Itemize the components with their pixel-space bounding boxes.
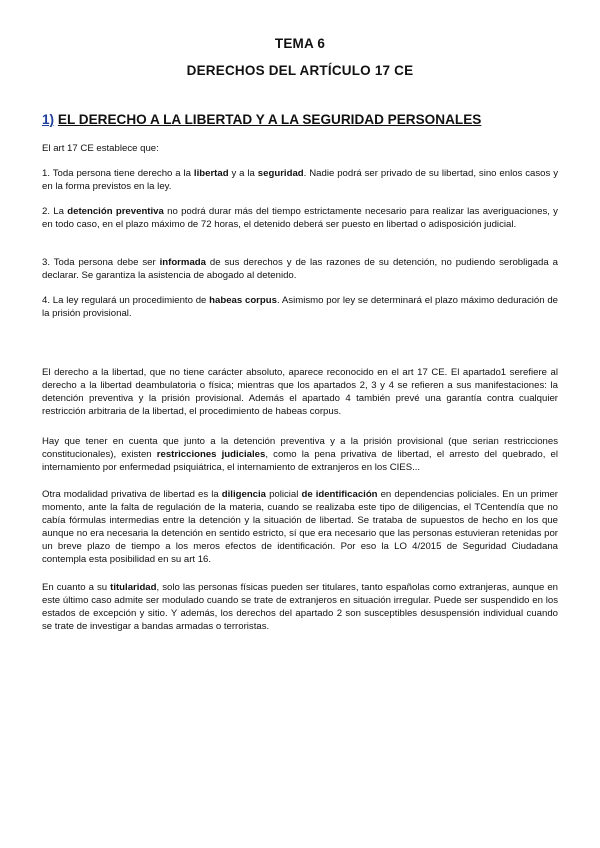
intro-text: El art 17 CE establece que: <box>42 143 159 154</box>
article-point-4 <box>42 294 558 320</box>
bold-term: restricciones judiciales <box>156 449 266 460</box>
text-run: . Nadie podrá ser privado de su libertad, sino enlos casos y en la forma previstos en la ley. <box>42 168 558 192</box>
body-paragraph-1-text: El derecho a la libertad, que no tiene carácter absoluto, aparece reconocido en el art 17 CE. El apartado1 serefiere al derecho a la libertad deambulatoria o física; mientras que los apartados 2, 3 y 4 se refieren a sus manifestaciones: la detención preventiva y la prisión provisional. Además el apartado 4 también prevé una garantía contra cualquier restricción arbitraria de la libertad, el procedimiento de habeas corpus. <box>42 367 558 417</box>
article-point-2-text <box>42 205 558 231</box>
bold-term: detención preventiva <box>67 206 164 217</box>
body-paragraph-4-text <box>42 581 558 633</box>
article-point-2 <box>42 205 558 231</box>
bold-term: habeas corpus <box>209 295 277 306</box>
intro-paragraph <box>42 142 558 155</box>
topic-title: DERECHOS DEL ARTÍCULO 17 CE <box>186 63 414 78</box>
text-run: , solo las personas físicas pueden ser titulares, tanto españolas como extranjeras, aunque en este último caso admite ser modulado cuando se trate de extranjeros en situación irregular. Puede ser suspendido en los estados de excepción y sitio. Y además, los derechos del apartado 2 son susceptibles desuspensión individual cuando se trate de investigar a bandas armadas o terroristas. <box>42 582 558 632</box>
body-paragraph-3 <box>42 488 558 566</box>
text-run: Hay que tener en cuenta que junto a la detención preventiva y a la prisión provisional (que serian restricciones constitucionales), existen <box>42 436 558 460</box>
text-run: 2. La <box>42 206 68 217</box>
body-paragraph-4 <box>42 581 558 633</box>
text-run: y a la <box>228 168 258 179</box>
section-number: 1) <box>42 112 55 127</box>
section-heading <box>42 112 572 127</box>
body-paragraph-3-text <box>42 488 558 566</box>
article-point-1 <box>42 167 558 193</box>
text-run: de sus derechos y de las razones de su detención, no pudiendo serobligada a declarar. Se garantiza la asistencia de abogado al detenido. <box>42 257 558 281</box>
text-run: . Asimismo por ley se determinará el plazo máximo deduración de la prisión provisional. <box>42 295 558 319</box>
bold-term: informada <box>159 257 206 268</box>
body-paragraph-1 <box>42 366 558 418</box>
body-paragraph-2 <box>42 435 558 474</box>
text-run: En cuanto a su <box>42 582 111 593</box>
article-point-4-text <box>42 294 558 320</box>
text-run: 1. Toda persona tiene derecho a la <box>42 168 194 179</box>
bold-term: de identificación <box>301 489 378 500</box>
text-run: policial <box>266 489 302 500</box>
topic-number: TEMA 6 <box>274 36 326 51</box>
bold-term: libertad <box>193 168 229 179</box>
text-run: 3. Toda persona debe ser <box>42 257 160 268</box>
bold-term: seguridad <box>257 168 304 179</box>
bold-term: titularidad <box>110 582 157 593</box>
article-point-3 <box>42 256 558 282</box>
text-run: , como la pena privativa de libertad, el arresto del quebrado, el internamiento por enfermedad psiquiátrica, el internamiento de extranjeros en los CIES... <box>42 449 558 473</box>
text-run: no podrá durar más del tiempo estrictamente necesario para realizar las averiguaciones, y en todo caso, en el plazo máximo de 72 horas, el detenido deberá ser puesto en libertad o adisposición judicial. <box>42 206 558 230</box>
body-paragraph-2-text <box>42 435 558 474</box>
article-point-1-text <box>42 167 558 193</box>
bold-term: diligencia <box>221 489 267 500</box>
section-title-text: EL DERECHO A LA LIBERTAD Y A LA SEGURIDAD PERSONALES <box>57 112 482 127</box>
text-run: Otra modalidad privativa de libertad es la <box>42 489 222 500</box>
text-run: 4. La ley regulará un procedimiento de <box>42 295 210 306</box>
text-run: en dependencias policiales. En un primer momento, ante la falta de regulación de la materia, cuando se realizaba este tipo de diligencias, el TCentendía que no cabía fórmulas intermedias entre la detención y la situación de libertad. Se trataba de supuestos de hecho en los que aunque no era necesaria la detención en sentido estricto, sí que era necesario que las personas estuvieran retenidas por un breve plazo de tiempo a los meros efectos de identificación. Por eso la LO 4/2015 de Seguridad Ciudadana contempla esta posibilidad en su art 16. <box>42 489 558 565</box>
article-point-3-text <box>42 256 558 282</box>
